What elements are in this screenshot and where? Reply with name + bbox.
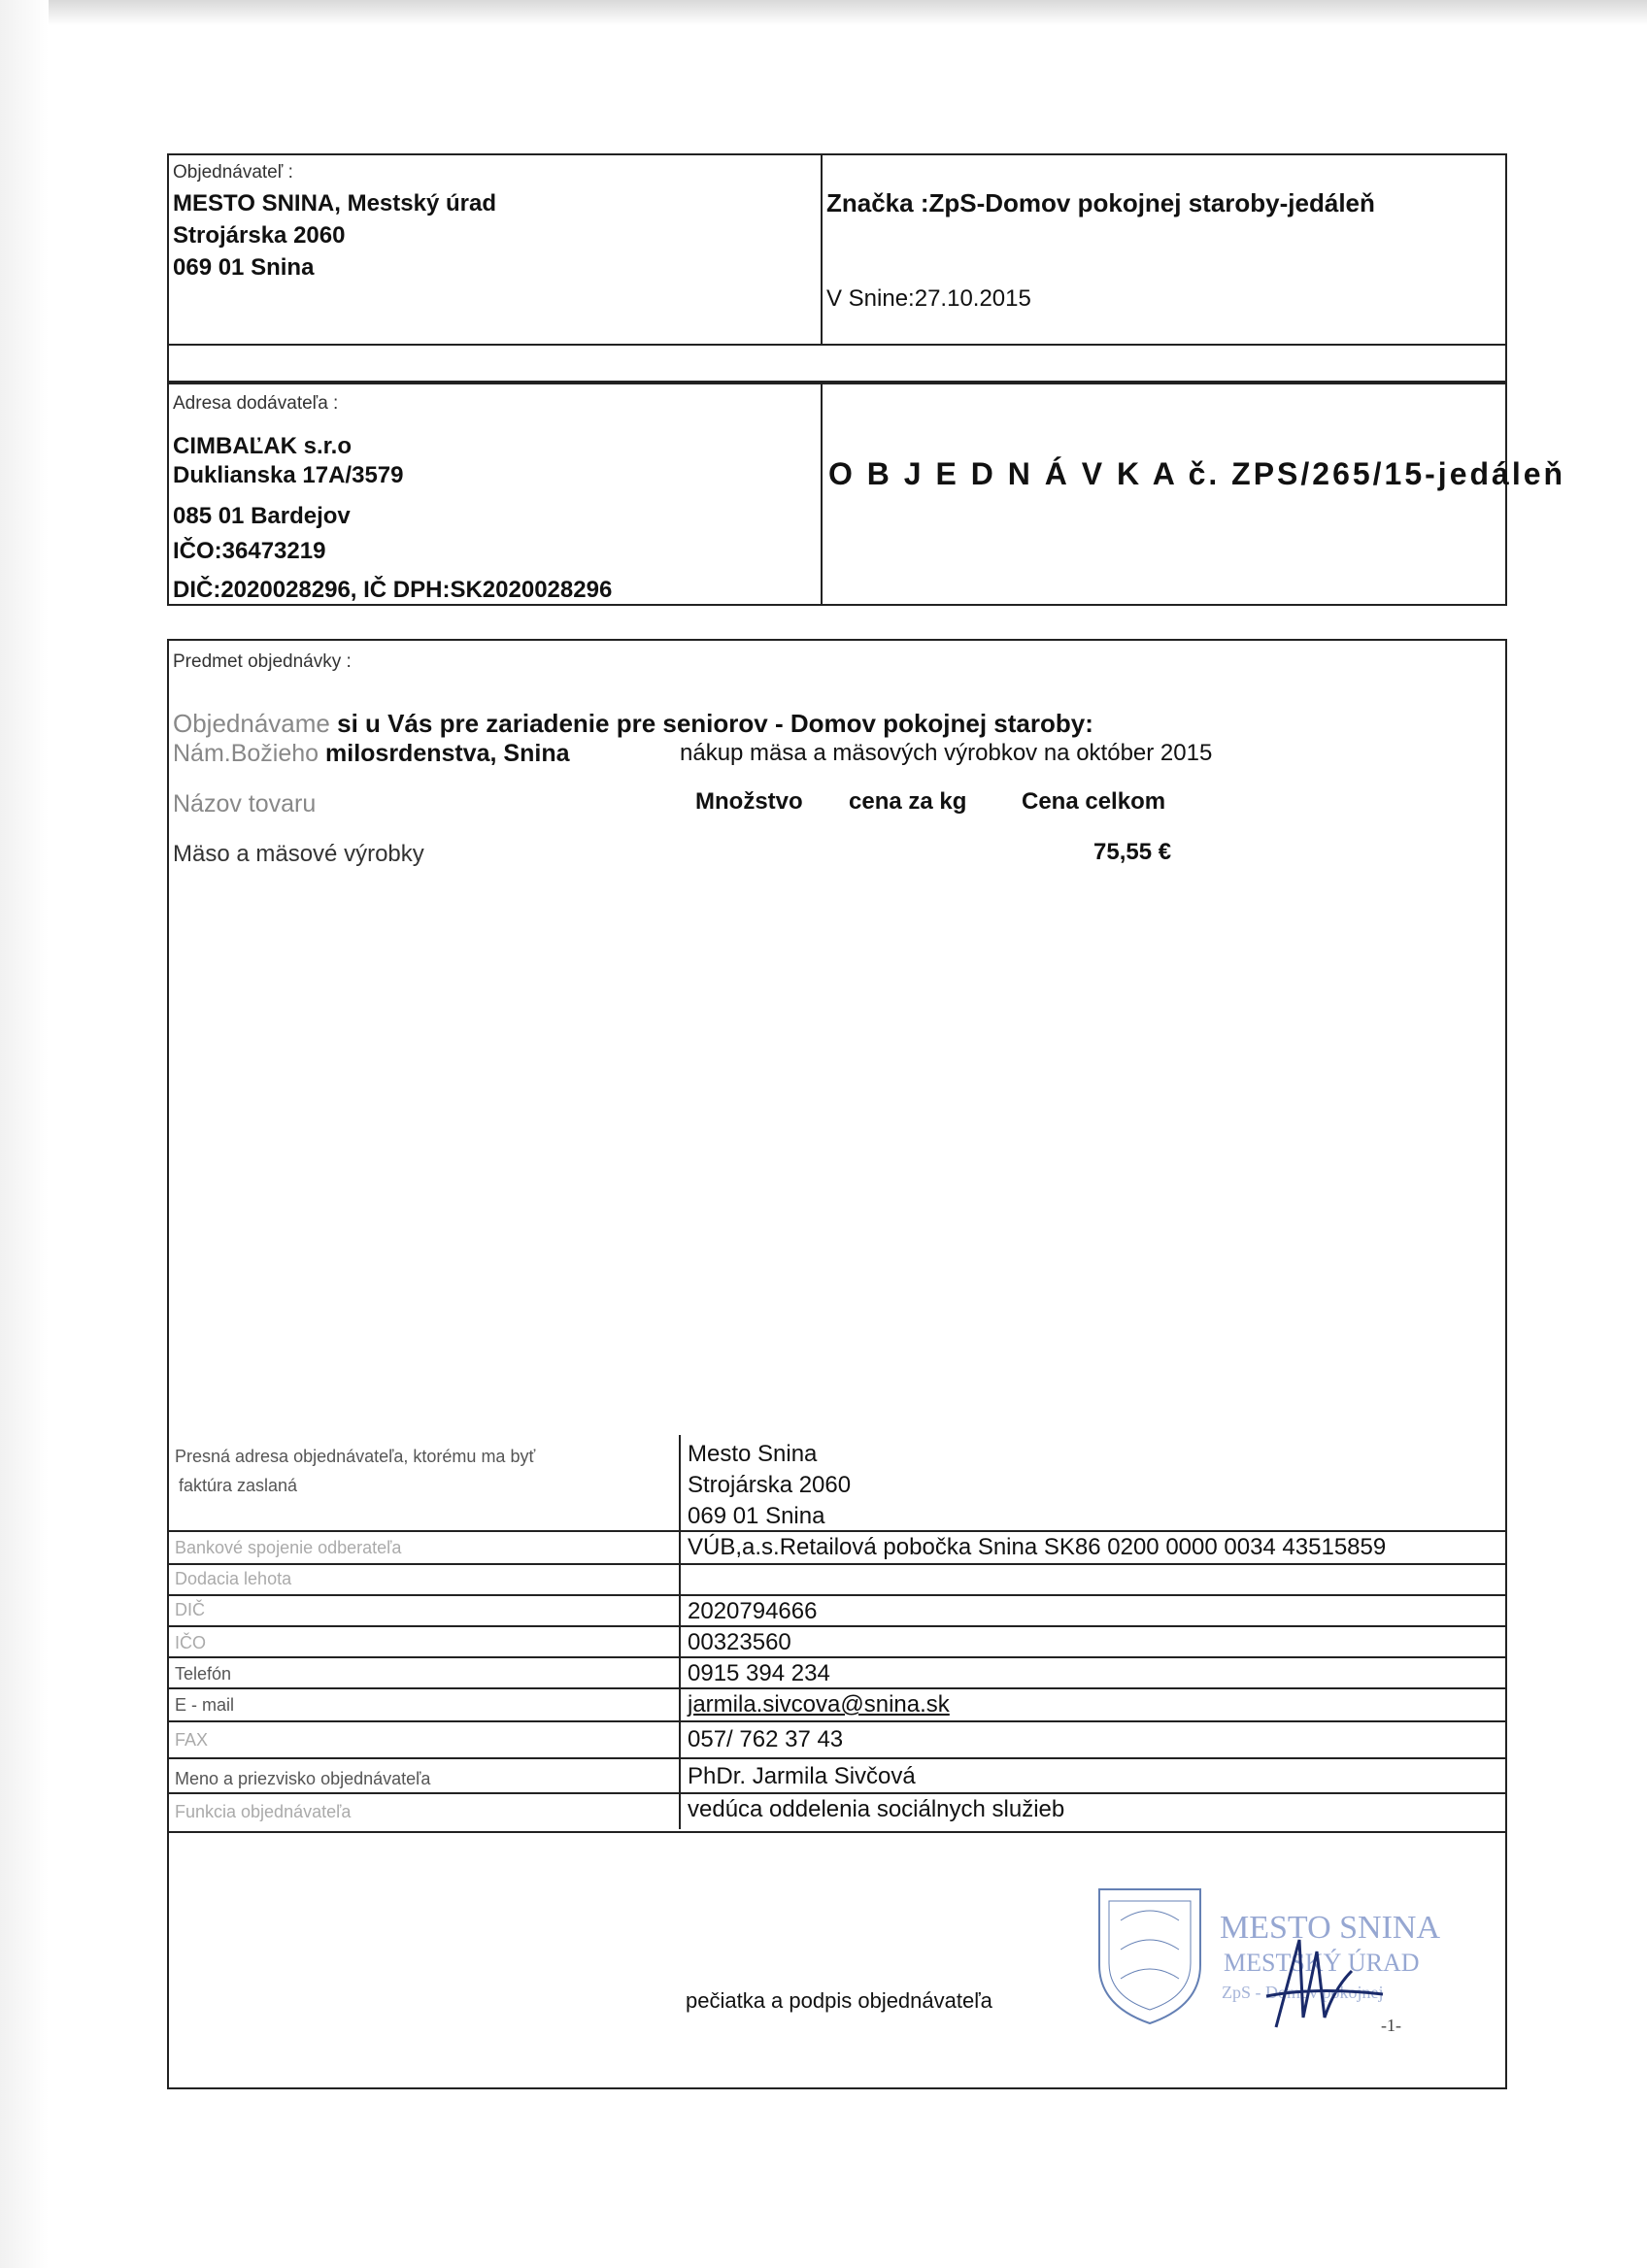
subject-label: Predmet objednávky : — [173, 651, 352, 672]
supplier-dic: DIČ:2020028296, IČ DPH:SK2020028296 — [173, 577, 613, 603]
mark-reference: Značka :ZpS-Domov pokojnej staroby-jedáleň — [826, 188, 1375, 217]
row-separator — [167, 1594, 1507, 1596]
role-label: Funkcia objednávateľa — [175, 1802, 352, 1821]
details-divider — [679, 1435, 681, 1829]
column-goods-name: Názov tovaru — [173, 790, 317, 817]
subject-line-2-rest: milosrdenstva, Snina — [319, 740, 570, 767]
column-total-price: Cena celkom — [1022, 788, 1166, 815]
row-separator — [167, 1720, 1507, 1722]
subject-purchase-note: nákup mäsa a mäsových výrobkov na október 2015 — [680, 740, 1213, 766]
column-quantity: Množstvo — [695, 788, 803, 815]
fax-label: FAX — [175, 1730, 209, 1750]
row-separator — [167, 1757, 1507, 1759]
delivery-label: Dodacia lehota — [175, 1569, 292, 1588]
page-number: -1- — [1381, 2016, 1401, 2035]
row-separator — [167, 1563, 1507, 1565]
supplier-street: Duklianska 17A/3579 — [173, 462, 404, 488]
bank-label: Bankové spojenie odberateľa — [175, 1538, 402, 1557]
invoice-address-label-2: faktúra zaslaná — [179, 1476, 298, 1495]
supplier-block — [167, 381, 1507, 606]
ico-value: 00323560 — [688, 1629, 791, 1655]
official-stamp — [1092, 1882, 1470, 2056]
orderer-city: 069 01 Snina — [173, 254, 315, 281]
header-divider — [821, 153, 823, 346]
dic-value: 2020794666 — [688, 1598, 818, 1624]
row-separator — [167, 1530, 1507, 1532]
column-price-per-kg: cena za kg — [849, 788, 967, 815]
subject-line-2 — [173, 742, 570, 766]
scan-shadow-top — [0, 0, 1647, 25]
supplier-divider — [821, 381, 823, 606]
person-value: PhDr. Jarmila Sivčová — [688, 1763, 916, 1789]
order-date: V Snine:27.10.2015 — [826, 285, 1031, 312]
stamp-line-3: ZpS - Domov pokojnej — [1222, 1983, 1384, 2002]
fax-value: 057/ 762 37 43 — [688, 1726, 844, 1752]
invoice-address-line-1: Mesto Snina — [688, 1441, 818, 1467]
invoice-address-line-3: 069 01 Snina — [688, 1503, 825, 1529]
bank-value: VÚB,a.s.Retailová pobočka Snina SK86 0200 0000 0034 43515859 — [688, 1534, 1387, 1560]
subject-line-1-rest: si u Vás pre zariadenie pre seniorov - Domov pokojnej staroby: — [329, 709, 1093, 738]
row-separator — [167, 1656, 1507, 1658]
stamp-line-1: MESTO SNINA — [1220, 1910, 1441, 1946]
order-number-title: O B J E D N Á V K A č. ZPS/265/15-jedáleň — [828, 456, 1566, 491]
row-separator — [167, 1792, 1507, 1794]
item-name: Mäso a mäsové výrobky — [173, 841, 424, 867]
scan-shadow-left — [0, 0, 49, 2268]
subject-line-1-start: Objednávame — [173, 709, 330, 738]
supplier-name: CIMBAĽAK s.r.o — [173, 433, 353, 459]
row-separator — [167, 1687, 1507, 1689]
email-label: E - mail — [175, 1695, 235, 1715]
subject-line-2-start: Nám.Božieho — [173, 740, 319, 767]
ico-label: IČO — [175, 1633, 207, 1652]
role-value: vedúca oddelenia sociálnych služieb — [688, 1796, 1065, 1822]
dic-label: DIČ — [175, 1600, 205, 1619]
details-table — [167, 1435, 1507, 1833]
orderer-street: Strojárska 2060 — [173, 222, 346, 249]
stamp-graphic — [1092, 1882, 1470, 2056]
invoice-address-label: Presná adresa objednávateľa, ktorému ma byť — [175, 1447, 536, 1466]
orderer-label: Objednávateľ : — [173, 162, 293, 183]
person-label: Meno a priezvisko objednávateľa — [175, 1769, 431, 1788]
invoice-address-line-2: Strojárska 2060 — [688, 1472, 852, 1498]
stamp-line-2: MESTSKÝ ÚRAD — [1224, 1949, 1420, 1977]
signature-caption: pečiatka a podpis objednávateľa — [686, 1988, 992, 2013]
supplier-ico: IČO:36473219 — [173, 538, 326, 564]
item-total: 75,55 € — [1093, 839, 1172, 865]
orderer-name: MESTO SNINA, Mestský úrad — [173, 190, 496, 217]
row-separator — [167, 1625, 1507, 1627]
subject-line-1 — [173, 711, 1093, 736]
email-link[interactable]: jarmila.sivcova@snina.sk — [688, 1691, 950, 1718]
header-separator — [167, 344, 1507, 346]
phone-label: Telefón — [175, 1664, 232, 1684]
phone-value: 0915 394 234 — [688, 1660, 830, 1686]
supplier-label: Adresa dodávateľa : — [173, 393, 339, 414]
supplier-city: 085 01 Bardejov — [173, 503, 351, 529]
